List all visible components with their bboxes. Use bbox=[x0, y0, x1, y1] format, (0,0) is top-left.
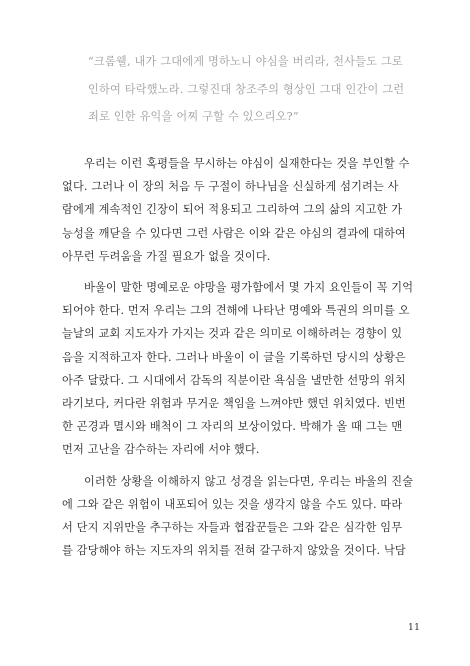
text-line: 우리는 이런 혹평들을 무시하는 야심이 실재한다는 것을 부인할 수 bbox=[84, 157, 410, 170]
text-line: 아주 달랐다. 그 시대에서 감독의 직분이란 욕심을 낼만한 선망의 위치 bbox=[62, 373, 406, 387]
text-line: 먼저 고난을 감수하는 자리에 서야 했다. bbox=[62, 443, 260, 457]
paragraph bbox=[62, 470, 416, 563]
text-line: 아무런 두려움을 가질 필요가 없을 것이다. bbox=[62, 249, 271, 263]
page-number: 11 bbox=[407, 622, 420, 633]
text-line: 능성을 깨닫을 수 있다면 그런 사람은 이와 같은 야심의 결과에 대하여 bbox=[62, 226, 406, 240]
text-line: 람에게 계속적인 긴장이 되어 적용되고 그리하여 그의 삶의 지고한 가 bbox=[62, 203, 403, 217]
text-line: 서 단지 지위만을 추구하는 자들과 협잡꾼들은 그와 같은 심각한 임무 bbox=[62, 521, 403, 535]
text-line: 음을 지적하고자 한다. 그러나 바울이 이 글을 기록하던 당시의 상황은 bbox=[62, 350, 406, 364]
body-text bbox=[62, 152, 416, 562]
quote-line: “크롬웰, 내가 그대에게 명하노니 야심을 버리라, 천사들도 그로 bbox=[88, 55, 403, 68]
quote-line: 죄로 인한 유익을 어찌 구할 수 있으리오?” bbox=[88, 110, 299, 123]
paragraph-gap bbox=[62, 268, 416, 276]
text-line: 없다. 그러나 이 장의 처음 두 구절이 하나님을 신실하게 섬기려는 사 bbox=[62, 180, 399, 194]
paragraph bbox=[62, 276, 416, 462]
text-line: 늘날의 교회 지도자가 가지는 것과 같은 의미로 이해하려는 경향이 있 bbox=[62, 327, 403, 341]
quote-line: 인하여 타락했노라. 그렇진대 창조주의 형상인 그대 인간이 그런 bbox=[88, 82, 405, 96]
text-line: 한 곤경과 멸시와 배척이 그 자리의 보상이었다. 박해가 올 때 그는 맨 bbox=[62, 420, 403, 434]
text-line: 바울이 말한 명예로운 야망을 평가함에서 몇 가지 요인들이 꼭 기억 bbox=[84, 281, 414, 295]
text-line: 에 그와 같은 위험이 내포되어 있는 것을 생각지 않을 수도 있다. 따라 bbox=[62, 497, 403, 511]
epigraph-quote bbox=[88, 48, 418, 131]
paragraph-gap bbox=[62, 462, 416, 470]
text-line: 를 감당해야 하는 지도자의 위치를 전혀 갈구하지 않았을 것이다. 낙담 bbox=[62, 544, 406, 558]
text-line: 라기보다, 커다란 위험과 무거운 책임을 느껴야만 했던 위치였다. 빈번 bbox=[62, 397, 406, 411]
paragraph bbox=[62, 152, 416, 268]
text-line: 되어야 한다. 먼저 우리는 그의 견해에 나타난 명예와 특권의 의미를 오 bbox=[62, 304, 410, 318]
text-line: 이러한 상황을 이해하지 않고 성경을 읽는다면, 우리는 바울의 진술 bbox=[84, 474, 414, 488]
